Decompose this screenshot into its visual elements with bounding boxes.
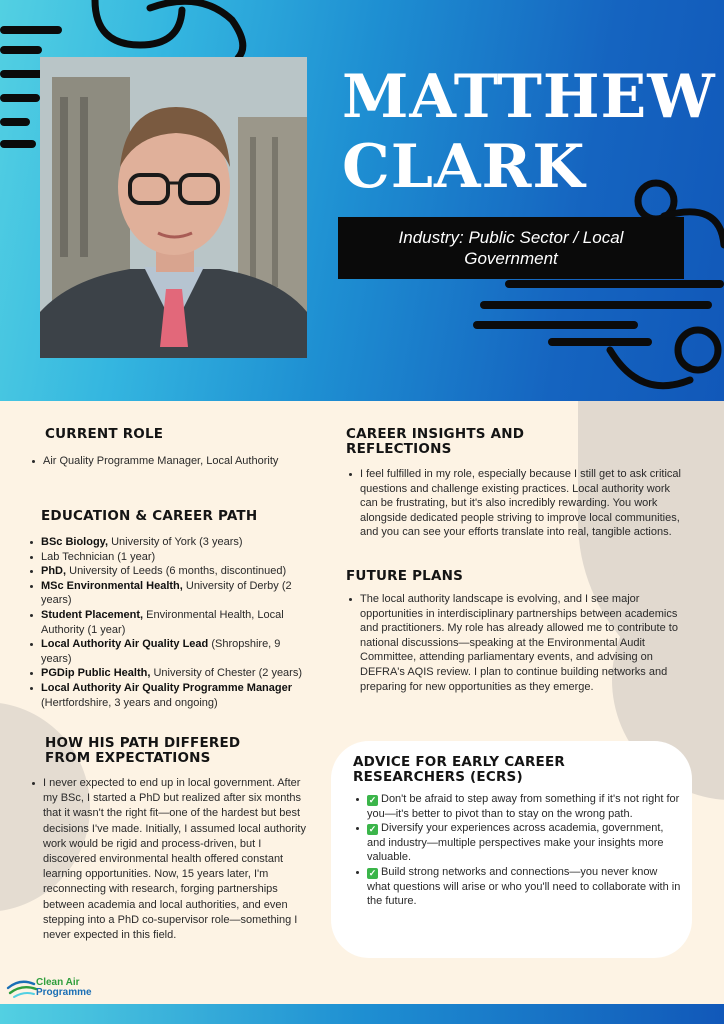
check-mark-icon: ✓	[368, 795, 377, 805]
education-item	[27, 564, 303, 579]
education-item-detail: University of Leeds (6 months, discontinued)	[66, 565, 287, 578]
logo-line2: Programme	[36, 987, 92, 998]
education-item-title: MSc Environmental Health,	[41, 579, 183, 592]
clean-air-logo	[36, 978, 92, 998]
advice-list	[353, 792, 681, 909]
education-item	[27, 550, 303, 565]
heading-line: HOW HIS PATH DIFFERED	[45, 735, 241, 751]
list-item: I feel fulfilled in my role, especially because I still get to ask critical questions and challenge existing practices. Local authority work can be frustrating, but it's also incredibly rewarding. You work alongside dedicated people striving to improve local communities, and you can see your efforts translate into real, tangible actions.	[346, 467, 688, 540]
list-item: Air Quality Programme Manager, Local Authority	[29, 454, 315, 469]
advice-text: Don't be afraid to step away from something if it's not right for you—it's better to pivot than to stay on the wrong path.	[367, 793, 680, 820]
portrait-photo	[40, 57, 307, 358]
education-item	[27, 579, 303, 608]
industry-banner	[338, 217, 684, 279]
education-item-detail: University of Chester (2 years)	[150, 667, 303, 680]
education-item-detail: University of Derby (2 years)	[41, 579, 292, 607]
person-name	[342, 62, 722, 202]
insights-section	[346, 426, 681, 540]
heading-line: CAREER INSIGHTS AND	[346, 426, 525, 442]
header-banner	[0, 0, 724, 401]
section-heading	[346, 427, 676, 457]
education-section	[41, 509, 303, 710]
heading-line: RESEARCHERS (ECRS)	[353, 769, 523, 785]
list-item: I never expected to end up in local government. After my BSc, I started a PhD but realized after six months that it wasn't the right fit—one of the hardest but best decisions I've made. Initially, I assumed local authority work would be rigid and process-driven, but I discovered environmental health offered constant learning opportunities. Now, 15 years later, I'm reconnecting with research, forging partnerships between academia and local authorities, and even stepping into a PhD co-supervisor role—something I never expected in this field.	[29, 776, 309, 943]
education-item-title: PhD,	[41, 565, 67, 578]
advice-item	[353, 865, 681, 909]
education-item	[27, 666, 303, 681]
advice-text: Build strong networks and connections—you never know what questions will arise or who you'll need to collaborate with in the future.	[367, 865, 681, 908]
heading-line: REFLECTIONS	[346, 441, 452, 457]
education-item-title: Local Authority Air Quality Lead	[41, 638, 209, 651]
education-item-title: BSc Biology,	[41, 536, 109, 548]
education-item-detail: (Shropshire, 9 years)	[41, 638, 281, 665]
education-item-detail: (Hertfordshire, 3 years and ongoing)	[41, 696, 218, 709]
differed-section	[45, 736, 307, 943]
education-item-title: Student Placement,	[41, 608, 144, 621]
list-item: The local authority landscape is evolving, and I see major opportunities in interdisciplinary partnerships between academics and practitioners. My role has already allowed me to contribute to national discussions—speaking at the Environmental Audit Committee, attending parliamentary events, and advising on DEFRA's AQIS review. I plan to continue building networks and preparing for new opportunities as they emerge.	[346, 592, 688, 694]
heading-line: FROM EXPECTATIONS	[45, 750, 211, 766]
education-list	[27, 535, 303, 710]
advice-text: Diversify your experiences across academia, government, and industry—multiple perspectives make your insights more valuable.	[367, 822, 664, 864]
education-item	[27, 608, 303, 637]
future-plans-section	[346, 569, 686, 694]
section-heading: EDUCATION & CAREER PATH	[41, 508, 258, 524]
section-heading	[45, 736, 307, 766]
current-role-section	[45, 427, 315, 469]
education-item	[27, 535, 303, 550]
education-item	[27, 681, 303, 710]
footer-bar	[0, 1004, 724, 1024]
section-heading: FUTURE PLANS	[346, 568, 464, 584]
education-item-title: Local Authority Air Quality Programme Manager	[41, 681, 293, 694]
education-item-detail: University of York (3 years)	[108, 536, 243, 548]
logo-line1: Clean Air	[36, 977, 80, 988]
name-last: CLARK	[342, 132, 586, 202]
advice-section	[353, 755, 683, 909]
heading-line: ADVICE FOR EARLY CAREER	[353, 754, 565, 770]
check-mark-icon: ✓	[368, 824, 377, 835]
education-item-detail: Lab Technician (1 year)	[41, 550, 156, 563]
section-heading	[353, 755, 683, 785]
name-first: MATTHEW	[342, 62, 716, 132]
check-mark-icon: ✓	[368, 867, 377, 878]
advice-item	[353, 821, 681, 865]
industry-label: Industry: Public Sector / Local Government	[398, 228, 624, 268]
advice-item	[353, 792, 681, 821]
section-heading: CURRENT ROLE	[45, 426, 164, 442]
education-item-detail: Environmental Health, Local Authority (1 year)	[41, 608, 284, 636]
education-item-title: PGDip Public Health,	[41, 667, 151, 680]
education-item	[27, 637, 303, 666]
